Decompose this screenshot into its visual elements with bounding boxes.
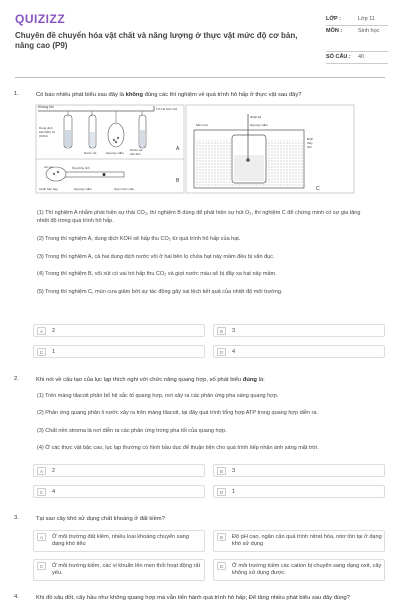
- svg-text:Cánh bản hẹp: Cánh bản hẹp: [39, 187, 58, 191]
- experiment-c-diagram: [186, 105, 354, 193]
- option-text: Ở môi trường đất kiềm, nhiều loại khoáng chuyển sang dạng khó tiêu: [52, 534, 189, 547]
- experiment-a-diagram: [36, 105, 184, 193]
- q3-option-d[interactable]: [213, 559, 385, 581]
- option-text: 4: [52, 489, 56, 495]
- option-letter: C: [37, 562, 46, 570]
- svg-text:Dung dịch: Dung dịch: [39, 126, 53, 130]
- q2-option-d[interactable]: [213, 485, 385, 498]
- q1-option-c[interactable]: [33, 345, 205, 358]
- q2-statement-4: (4) Ở các thực vật bậc cao, lục lạp thường có hình bầu dục để thuận tiện cho quá trình tiếp nhận ánh sáng mặt trời.: [37, 445, 319, 451]
- svg-text:Không khí: Không khí: [38, 105, 54, 109]
- svg-text:tinh: tinh: [307, 145, 312, 149]
- svg-text:A: A: [176, 146, 180, 152]
- option-text: 3: [232, 328, 236, 334]
- option-letter: D: [217, 562, 226, 570]
- svg-text:Hạt nảy mầm: Hạt nảy mầm: [250, 123, 268, 127]
- question-number: 3.: [14, 515, 19, 521]
- option-letter: A: [37, 467, 46, 475]
- svg-text:vôi xút: vôi xút: [44, 165, 53, 169]
- svg-text:Hạt nảy mầm: Hạt nảy mầm: [106, 151, 124, 155]
- meta-grade: LỚP : Lớp 11: [326, 14, 388, 26]
- option-text: 3: [232, 468, 236, 474]
- meta-question-count: SỐ CÂU : 40: [326, 52, 388, 64]
- svg-text:Nhiệt kế: Nhiệt kế: [250, 115, 262, 119]
- option-letter: D: [217, 488, 226, 496]
- question-number: 2.: [14, 376, 19, 382]
- svg-text:Ống thủy tinh: Ống thủy tinh: [72, 166, 90, 170]
- svg-text:Nước vôi: Nước vôi: [130, 148, 143, 152]
- svg-text:Bình: Bình: [307, 137, 314, 141]
- option-letter: C: [37, 488, 46, 496]
- svg-text:Giọt nước màu: Giọt nước màu: [114, 187, 135, 191]
- option-text: Độ pH cao, ngăn cản quá trình nitrat hóa, nitơ tồn tại ở dạng khó sử dụng: [232, 534, 382, 547]
- option-text: 1: [52, 349, 56, 355]
- q2-option-a[interactable]: [33, 464, 205, 477]
- quizizz-logo: QUIZIZZ: [15, 12, 66, 26]
- worksheet-meta: [326, 14, 388, 64]
- q2-statement-3: (3) Chất nền stroma là nơi diễn ra các phản ứng trong pha tối của quang hợp.: [37, 428, 227, 434]
- header-divider: [15, 77, 385, 78]
- meta-subject: MÔN : Sinh học: [326, 26, 388, 52]
- worksheet-title: Chuyên đề chuyển hóa vật chất và năng lượng ở thực vật mức độ cơ bản, nâng cao (P9): [15, 31, 298, 50]
- q1-option-d[interactable]: [213, 345, 385, 358]
- option-text: 1: [232, 489, 236, 495]
- question-text: Có bao nhiêu phát biểu sau đây là không đúng các thí nghiệm về quá trình hô hấp ở thực vật sau đây?: [36, 92, 302, 98]
- respiration-experiments-figure: [34, 100, 359, 198]
- q1-statement-1: (1) Thí nghiệm A nhằm phát hiện sự thải CO₂, thí nghiệm B dùng để phát hiện sự hút O₂, thí nghiệm C để chứng minh có sự gia tăng nhiệt độ trong quá trình hô hấp.: [37, 210, 361, 224]
- option-text: Ở môi trường kiềm, các vi khuẩn lên men thối hoạt động rất yếu.: [52, 563, 201, 576]
- q3-option-b[interactable]: [213, 530, 385, 552]
- q2-option-b[interactable]: [213, 464, 385, 477]
- svg-text:Nước vôi: Nước vôi: [84, 151, 97, 155]
- q1-option-a[interactable]: [33, 324, 205, 337]
- option-letter: A: [37, 533, 46, 541]
- option-letter: C: [37, 348, 46, 356]
- question-number: 4.: [14, 594, 19, 600]
- option-letter: B: [217, 327, 226, 335]
- question-text: Khi đồ sâu đốt, cây hầu như không quang hợp mà vẫn tiến hành quá trình hô hấp; Để tăng nhiều phát biểu sau đây đúng?: [36, 595, 350, 601]
- svg-text:thủy: thủy: [307, 141, 313, 145]
- question-text: Tại sao cây khó sử dụng chất khoáng ở đất kiềm?: [36, 516, 165, 522]
- svg-text:Tới cái bơm hút: Tới cái bơm hút: [156, 107, 178, 111]
- option-letter: B: [217, 533, 226, 541]
- svg-text:vẩn đục: vẩn đục: [130, 152, 141, 156]
- option-text: Ở môi trường kiềm các cation bị chuyển sang dạng oxit, cây không sử dụng được.: [232, 563, 382, 576]
- q1-statement-4: (4) Trong thí nghiệm B, vôi xút có vai trò hấp thu CO₂ và giọt nước màu sẽ bị đẩy xa hạt nảy mầm.: [37, 271, 277, 277]
- svg-text:Mùn cưa: Mùn cưa: [196, 123, 208, 127]
- svg-text:C: C: [316, 186, 320, 192]
- option-text: 2: [52, 468, 56, 474]
- q1-statement-5: (5) Trong thí nghiệm C, mùn cưa giảm bớt sự tác động gây sai lệch kết quả của nhiệt độ môi trường.: [37, 289, 283, 295]
- option-text: 4: [232, 349, 236, 355]
- question-text: Khi nói về cấu tạo của lục lạp thích nghi với chức năng quang hợp, số phát biểu đúng là:: [36, 377, 265, 383]
- option-letter: A: [37, 327, 46, 335]
- question-number: 1.: [14, 91, 19, 97]
- svg-text:(KOH): (KOH): [39, 134, 48, 138]
- option-letter: B: [217, 467, 226, 475]
- q1-statement-2: (2) Trong thí nghiệm A, dung dịch KOH sẽ hấp thu CO₂ từ quá trình hô hấp của hạt.: [37, 236, 241, 242]
- q1-option-b[interactable]: [213, 324, 385, 337]
- q2-statement-2: (2) Phản ứng quang phân li nước xảy ra trên màng tilacoit, tại đây quá trình tổng hợp ATP trong quang hợp diễn ra.: [37, 410, 318, 416]
- q1-statement-3: (3) Trong thí nghiệm A, cả hai dung dịch nước vôi ở hai bên lọ chứa hạt nảy mầm đều bị vẩn đục.: [37, 254, 275, 260]
- q2-option-c[interactable]: [33, 485, 205, 498]
- svg-text:kali hiđrô xit: kali hiđrô xit: [39, 130, 55, 134]
- q3-option-c[interactable]: [33, 559, 205, 581]
- q3-option-a[interactable]: [33, 530, 205, 552]
- q2-statement-1: (1) Trên màng tilacoit phân bố hệ sắc tố quang hợp, nơi xảy ra các phản ứng pha sáng quang hợp.: [37, 393, 279, 399]
- svg-text:Hạt nảy mầm: Hạt nảy mầm: [74, 187, 92, 191]
- option-letter: D: [217, 348, 226, 356]
- option-text: 2: [52, 328, 56, 334]
- svg-text:B: B: [176, 178, 180, 184]
